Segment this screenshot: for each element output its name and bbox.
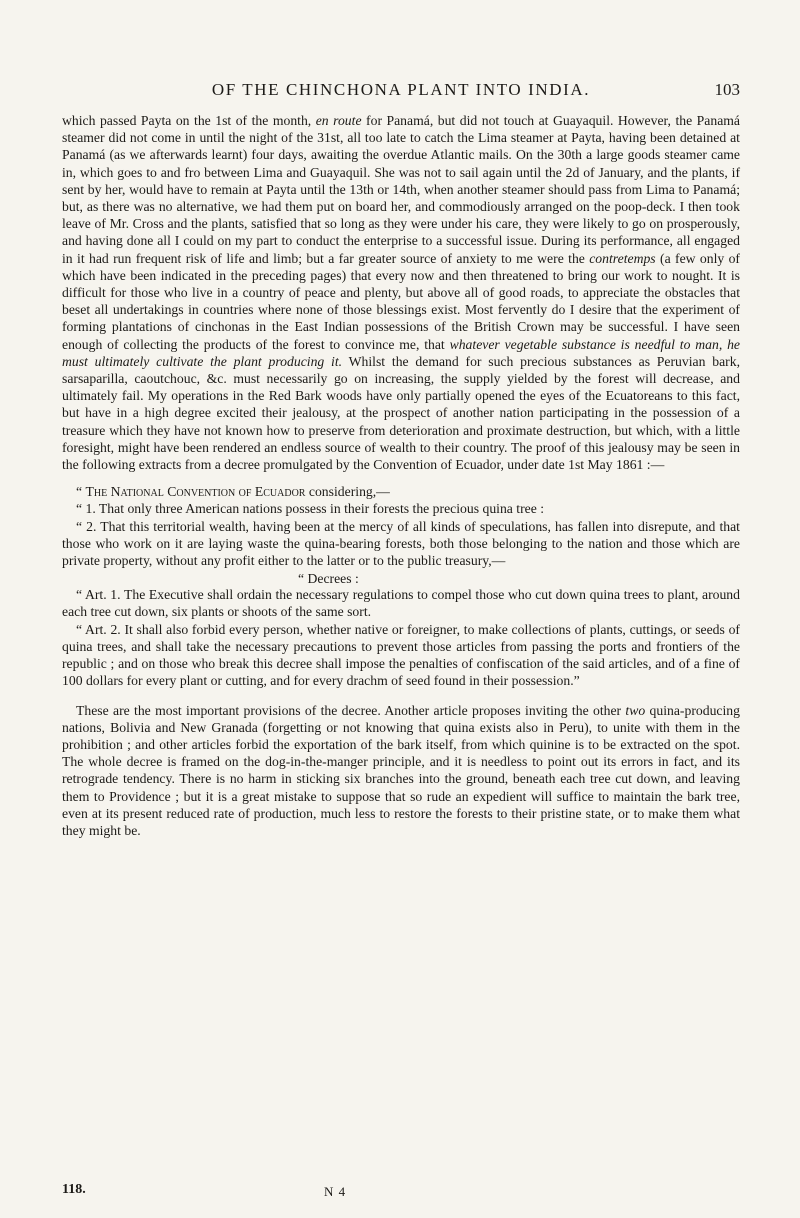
decrees-row <box>62 569 740 586</box>
italic-run: contretemps <box>589 250 656 266</box>
sheet-mark: N 4 <box>324 1184 347 1199</box>
decree-article-2: “ Art. 2. It shall also forbid every person, whether native or foreigner, to make collections of plants, cuttings, or seeds of quina trees, and shall take the necessary precautions to prevent those articles from passing the ports and frontiers of the republic ; and on those who break this decree shall impose the penalties of confiscation of the said articles, and of a fine of 100 dollars for every plant or cutting, and for every drachm of seed found in their possession.” <box>62 621 740 689</box>
text-run: quina-producing nations, Bolivia and New Granada (forgetting or not knowing that quina exists also in Peru), to unite with them in the prohibition ; and other articles forbid the exportation of the bark itself, from which quinine is to be extracted on the spot. The whole decree is framed on the dog-in-the-manger principle, and it is needless to point out its errors in fact, and its retrograde tendency. There is no harm in sticking six branches into the ground, beneath each tree cut down, and leaving them to Providence ; but it is a great mistake to suppose that so rude an expedient will suffice to maintain the bark tree, even at its present reduced rate of production, much less to restore the forests to their pristine state, or to make them what they might be. <box>62 702 740 838</box>
italic-run: two <box>625 702 646 718</box>
paragraph-journey <box>62 112 740 473</box>
italic-run: whatever vegetable substance is needful to man, he must ultimately cultivate the plant producing it. <box>62 336 740 369</box>
running-head <box>62 80 740 104</box>
text-run: which passed Payta on the 1st of the month, <box>62 113 316 128</box>
decrees-label: “ Decrees : <box>298 571 359 587</box>
decree-article-1: “ Art. 1. The Executive shall ordain the necessary regulations to compel those who cut down quina trees to plant, around each tree cut down, six plants or shoots of the same sort. <box>62 587 740 620</box>
decree-item-1: “ 1. That only three American nations possess in their forests the precious quina tree : <box>76 501 545 517</box>
page-body <box>62 112 740 839</box>
page-number: 103 <box>714 80 740 99</box>
signature-mark: 118. <box>62 1182 86 1197</box>
text-run: for Panamá, but did not touch at Guayaquil. However, the Panamá steamer did not come in until the night of the 31st, all too late to catch the Lima steamer at Payta, having been detained at Panamá (as we afterwards learnt) four days, awaiting the overdue Atlantic mails. On the 30th a large goods steamer came in, which goes to and fro between Lima and Guayaquil. She was not to sail again until the 2d of January, and the plants, if sent by her, would have to remain at Payta until the 13th or 14th, when another steamer should pass from Lima to Panamá; but, as there was no alternative, we had them put on board her, and commodiously arranged on the poop-deck. I then took leave of Mr. Cross and the plants, satisfied that so long as they were under his care, they were likely to go on prosperously, and having done all I could on my part to conduct the enterprise to a successful issue. During its performance, all engaged in it had run frequent risk of life and limb; but a far greater source of anxiety to me were the <box>62 113 741 266</box>
page-footer <box>62 1182 740 1202</box>
considering-text: considering,— <box>305 484 390 500</box>
decree-item-2: “ 2. That this territorial wealth, having been at the mercy of all kinds of speculations, has fallen into disrepute, and that those who work on it are laying waste the quina-bearing forests, both those belonging to the nation and those which are private property, without any profit either to the latter or to the public treasury,— <box>62 518 740 569</box>
page-title: OF THE CHINCHONA PLANT INTO INDIA. <box>211 80 591 99</box>
italic-run: en route <box>315 113 362 128</box>
paragraph-commentary <box>62 702 740 840</box>
open-quote: “ <box>76 484 86 500</box>
text-run: These are the most important provisions of the decree. Another article proposes inviting the other <box>76 702 626 718</box>
convention-name: The National Convention of Ecuador <box>85 484 306 500</box>
text-run: Whilst the demand for such precious substances as Peruvian bark, sarsaparilla, caoutchouc, &c. must necessarily go on increasing, the supply yielded by the forest will decrease, and ultimately fail. My operations in the Red Bark woods have only partially opened the eyes of the Ecuatoreans to this fact, but have in a high degree excited their jealousy, at the prospect of another nation participating in the possession of a treasure which they have not known how to preserve from deterioration and proximate destruction, but which, with a little foresight, might have been rendered an endless source of wealth to their country. The proof of this jealousy may be seen in the following extracts from a decree promulgated by the Convention of Ecuador, under date 1st May 1861 :— <box>62 353 740 473</box>
text-run: (a few only of which have been indicated in the preceding pages) that every now and then threatened to bring our work to nought. It is difficult for those who live in a country of peace and plenty, but above all of good roads, to appreciate the obstacles that beset all undertakings in countries where none of those blessings exist. Most fervently do I desire that the experiment of forming plantations of cinchonas in the East Indian possessions of the British Crown may be successful. I have seen enough of collecting the products of the forest to convince me, that <box>62 250 740 352</box>
decree-heading <box>62 483 740 500</box>
